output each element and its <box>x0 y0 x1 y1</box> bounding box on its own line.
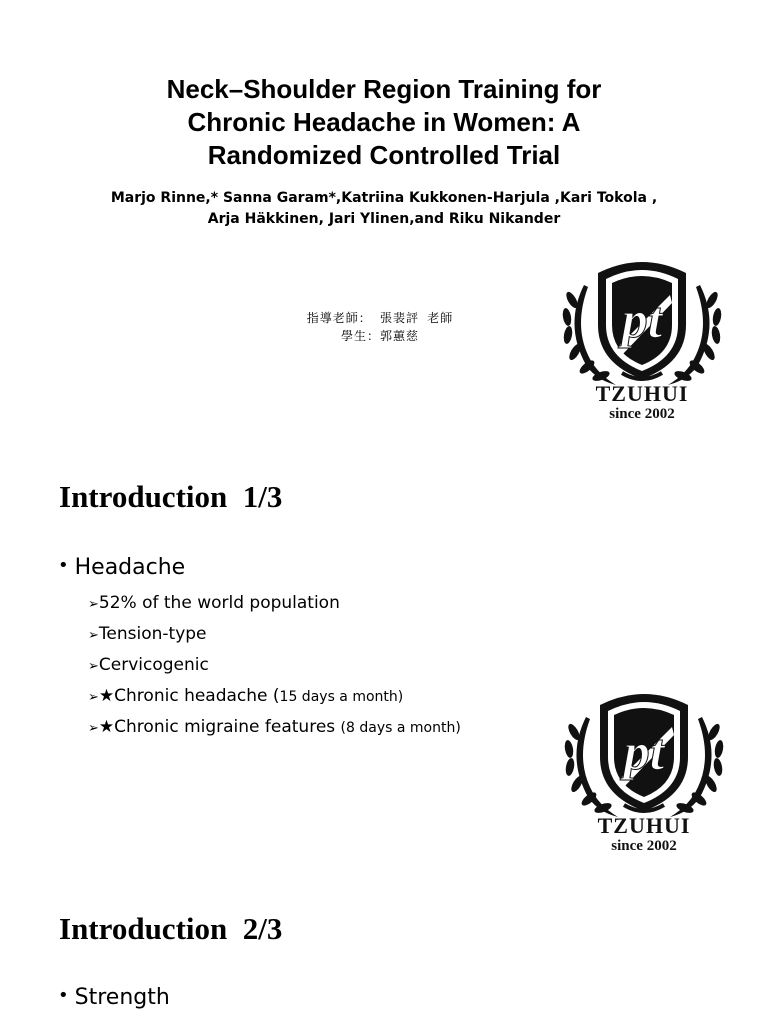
sub-item-text: Tension-type <box>98 624 207 644</box>
sub-item <box>88 717 461 737</box>
sub-item <box>88 686 403 706</box>
logo-since: since 2002 <box>611 838 677 854</box>
slide-heading: Introduction 1/3 <box>59 479 283 514</box>
sub-item-text: Chronic migraine features <box>114 717 341 737</box>
title-line: Chronic Headache in Women: A <box>187 107 581 137</box>
logo-since: since 2002 <box>609 406 675 422</box>
bullet-dot-icon: • <box>58 555 69 576</box>
logo-monogram: pt <box>621 292 663 349</box>
bullet-item <box>58 985 170 1010</box>
arrow-bullet-icon: ➢ <box>88 628 99 643</box>
tzuhui-logo <box>556 255 728 425</box>
bullet-label: Strength <box>74 985 170 1010</box>
sub-item-text: 52% of the world population <box>98 593 340 613</box>
paper-title <box>0 73 768 172</box>
title-line: Neck–Shoulder Region Training for <box>166 74 602 104</box>
sub-item-note: (8 days a month) <box>340 720 461 736</box>
logo-name: TZUHUI <box>595 381 689 406</box>
title-slide <box>0 0 768 432</box>
star-icon: ★ <box>98 717 115 737</box>
arrow-bullet-icon: ➢ <box>88 597 99 612</box>
sub-item-text: Cervicogenic <box>98 655 209 675</box>
sub-item-text: Chronic headache ( <box>114 686 280 706</box>
bullet-item <box>58 555 185 580</box>
title-line: Randomized Controlled Trial <box>207 140 561 170</box>
author-line: Marjo Rinne,* Sanna Garam*,Katriina Kukkonen-Harjula ,Kari Tokola , <box>110 190 658 206</box>
sub-item <box>88 624 207 644</box>
student-text: 學生：郭蕙慈 <box>340 329 419 343</box>
author-line: Arja Häkkinen, Jari Ylinen,and Riku Nikander <box>207 211 561 227</box>
logo-monogram: pt <box>623 724 665 781</box>
star-icon: ★ <box>98 686 115 706</box>
logo-name: TZUHUI <box>597 813 691 838</box>
intro-slide-1 <box>0 432 768 864</box>
arrow-bullet-icon: ➢ <box>88 690 99 705</box>
intro-slide-2 <box>0 864 768 1024</box>
sub-item-note: 15 days a month) <box>279 689 404 705</box>
arrow-bullet-icon: ➢ <box>88 659 99 674</box>
bullet-dot-icon: • <box>58 985 69 1006</box>
author-list <box>0 188 768 230</box>
slide-heading: Introduction 2/3 <box>59 911 283 946</box>
tzuhui-logo <box>558 687 730 857</box>
arrow-bullet-icon: ➢ <box>88 721 99 736</box>
sub-item <box>88 655 209 675</box>
bullet-label: Headache <box>74 555 186 580</box>
advisor-text: 指導老師： 張裴評 老師 <box>306 311 454 325</box>
sub-item <box>88 593 340 613</box>
presenter-info <box>230 309 530 345</box>
